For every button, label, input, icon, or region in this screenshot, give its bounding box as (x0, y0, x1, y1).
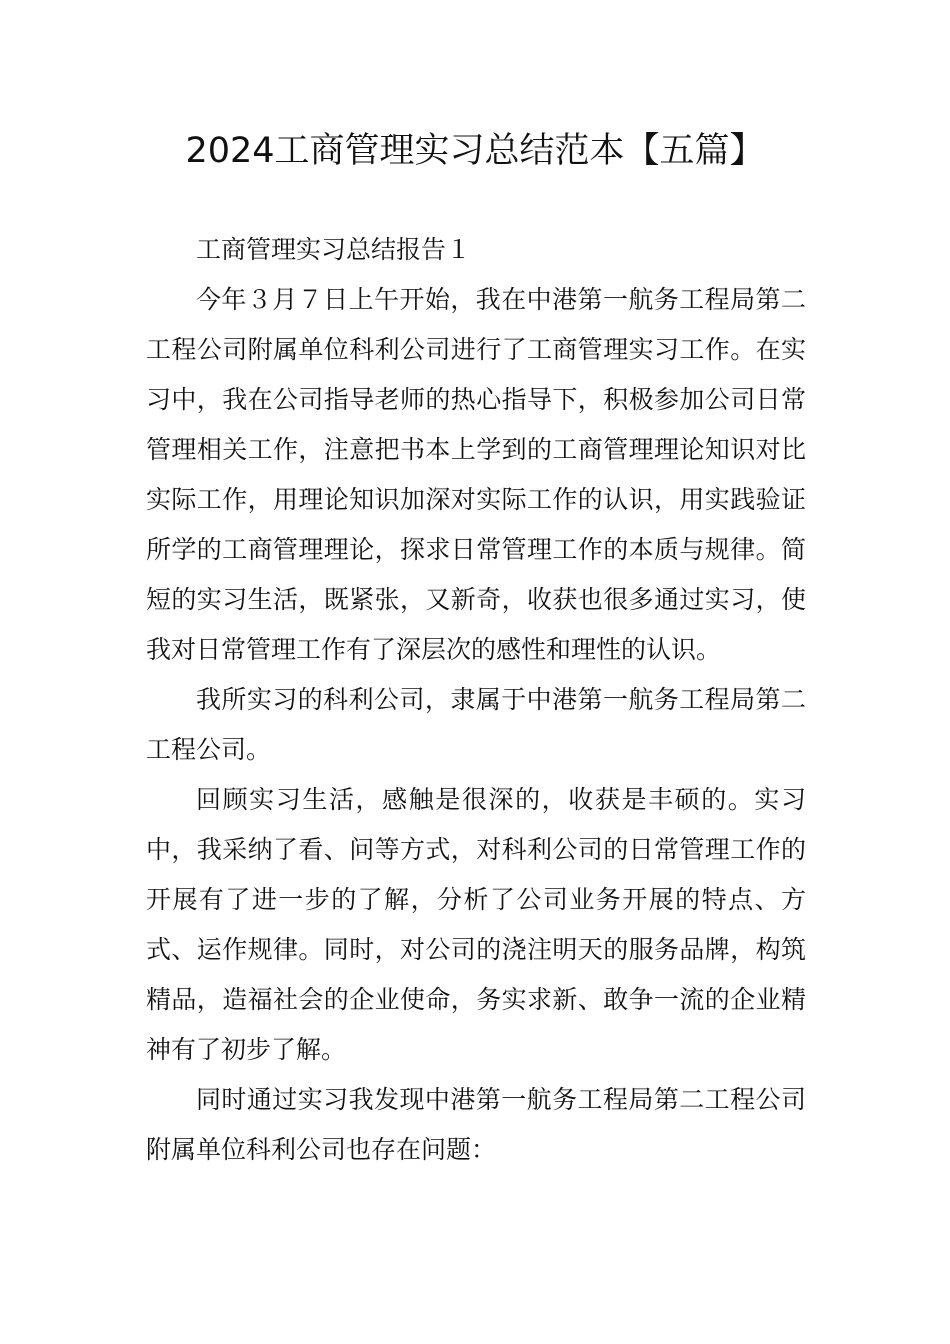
paragraph: 今年３月７日上午开始，我在中港第一航务工程局第二工程公司附属单位科利公司进行了工商管理实习工作。在实习中，我在公司指导老师的热心指导下，积极参加公司日常管理相关工作，注意把书本上学到的工商管理理论知识对比实际工作，用理论知识加深对实际工作的认识，用实践验证所学的工商管理理论，探求日常管理工作的本质与规律。简短的实习生活，既紧张，又新奇，收获也很多通过实习，使我对日常管理工作有了深层次的感性和理性的认识。 (146, 285, 806, 664)
section-heading: 工商管理实习总结报告１ (196, 235, 472, 264)
paragraph: 回顾实习生活，感触是很深的，收获是丰硕的。实习中，我采纳了看、问等方式，对科利公司的日常管理工作的开展有了进一步的了解，分析了公司业务开展的特点、方式、运作规律。同时，对公司的浇注明天的服务品牌，构筑精品，造福社会的企业使命，务实求新、敢争一流的企业精神有了初步了解。 (146, 785, 806, 1064)
document-body (146, 225, 806, 1175)
document-title: 2024工商管理实习总结范本【五篇】 (185, 131, 765, 171)
paragraph: 我所实习的科利公司，隶属于中港第一航务工程局第二工程公司。 (146, 685, 806, 764)
paragraph: 同时通过实习我发现中港第一航务工程局第二工程公司附属单位科利公司也存在问题： (146, 1085, 806, 1164)
